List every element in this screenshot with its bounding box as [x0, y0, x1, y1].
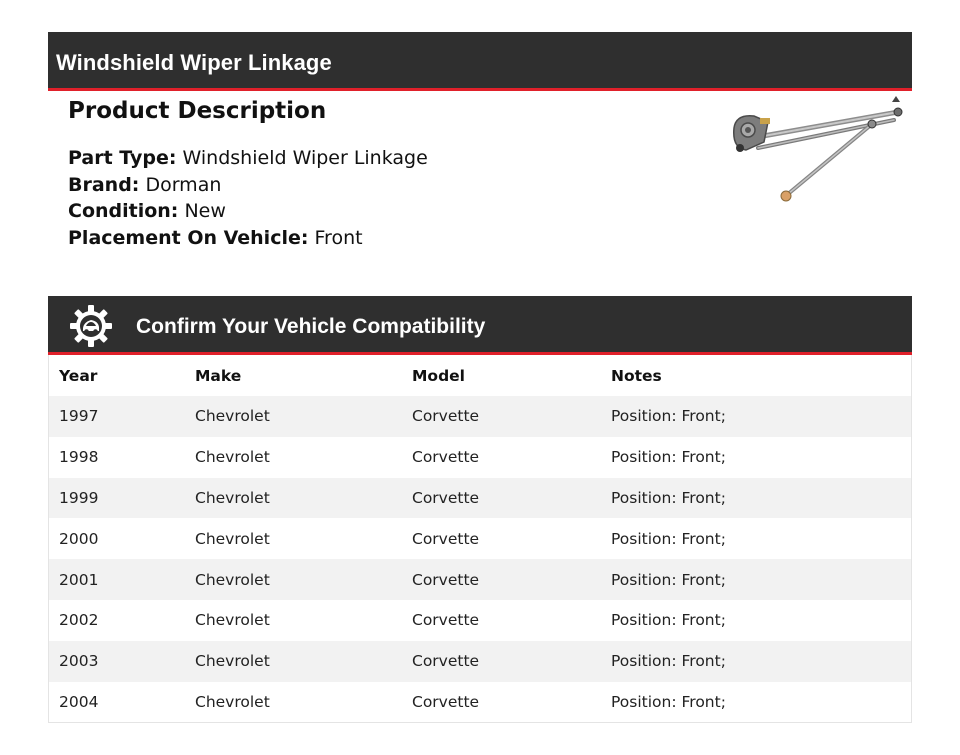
cell-make: Chevrolet	[195, 611, 270, 630]
table-row	[49, 437, 911, 478]
table-header-row	[49, 355, 911, 396]
compatibility-title: Confirm Your Vehicle Compatibility	[136, 315, 486, 338]
gear-car-icon	[69, 304, 113, 348]
spec-key: Brand:	[68, 173, 140, 196]
spec-part-type	[68, 145, 688, 172]
cell-notes: Position: Front;	[611, 652, 726, 671]
product-description-section	[68, 94, 688, 251]
cell-year: 1998	[59, 448, 99, 467]
cell-notes: Position: Front;	[611, 570, 726, 589]
cell-year: 2004	[59, 692, 99, 711]
spec-key: Condition:	[68, 200, 179, 222]
cell-year: 2003	[59, 652, 99, 671]
spec-list	[68, 145, 688, 251]
cell-make: Chevrolet	[195, 529, 270, 548]
wiper-linkage-product-image	[722, 92, 912, 210]
cell-model: Corvette	[412, 570, 480, 589]
column-header-make: Make	[195, 366, 242, 385]
cell-model: Corvette	[412, 407, 480, 426]
cell-make: Chevrolet	[195, 488, 270, 507]
product-title: Windshield Wiper Linkage	[56, 50, 332, 75]
cell-year: 1999	[59, 488, 99, 507]
cell-notes: Position: Front;	[611, 692, 726, 711]
cell-model: Corvette	[412, 611, 480, 630]
cell-make: Chevrolet	[195, 407, 270, 426]
compatibility-table	[49, 355, 911, 722]
column-header-notes: Notes	[611, 366, 662, 385]
spec-value: New	[184, 200, 226, 222]
cell-notes: Position: Front;	[611, 529, 726, 548]
compatibility-table-wrapper	[48, 355, 912, 723]
cell-year: 1997	[59, 407, 99, 426]
table-row	[49, 478, 911, 519]
cell-year: 2002	[59, 611, 99, 630]
cell-notes: Position: Front;	[611, 448, 726, 467]
spec-value: Windshield Wiper Linkage	[182, 147, 428, 169]
table-row	[49, 559, 911, 600]
spec-brand	[68, 172, 688, 199]
cell-model: Corvette	[412, 652, 480, 671]
cell-model: Corvette	[412, 692, 480, 711]
cell-notes: Position: Front;	[611, 488, 726, 507]
spec-condition	[68, 198, 688, 225]
product-title-bar	[48, 32, 912, 91]
table-row	[49, 600, 911, 641]
spec-placement	[68, 225, 688, 252]
table-row	[49, 641, 911, 682]
compatibility-bar	[48, 296, 912, 355]
cell-model: Corvette	[412, 488, 480, 507]
cell-year: 2001	[59, 570, 99, 589]
column-header-year: Year	[59, 366, 98, 385]
table-row	[49, 682, 911, 723]
cell-make: Chevrolet	[195, 448, 270, 467]
description-heading: Product Description	[68, 98, 327, 124]
cell-model: Corvette	[412, 448, 480, 467]
cell-make: Chevrolet	[195, 692, 270, 711]
cell-notes: Position: Front;	[611, 611, 726, 630]
column-header-model: Model	[412, 366, 465, 385]
spec-value: Front	[314, 226, 363, 249]
cell-notes: Position: Front;	[611, 407, 726, 426]
cell-make: Chevrolet	[195, 570, 270, 589]
spec-key: Placement On Vehicle:	[68, 226, 309, 249]
table-row	[49, 518, 911, 559]
table-row	[49, 396, 911, 437]
cell-make: Chevrolet	[195, 652, 270, 671]
spec-value: Dorman	[145, 173, 222, 196]
cell-year: 2000	[59, 529, 99, 548]
cell-model: Corvette	[412, 529, 480, 548]
spec-key: Part Type:	[68, 147, 177, 169]
